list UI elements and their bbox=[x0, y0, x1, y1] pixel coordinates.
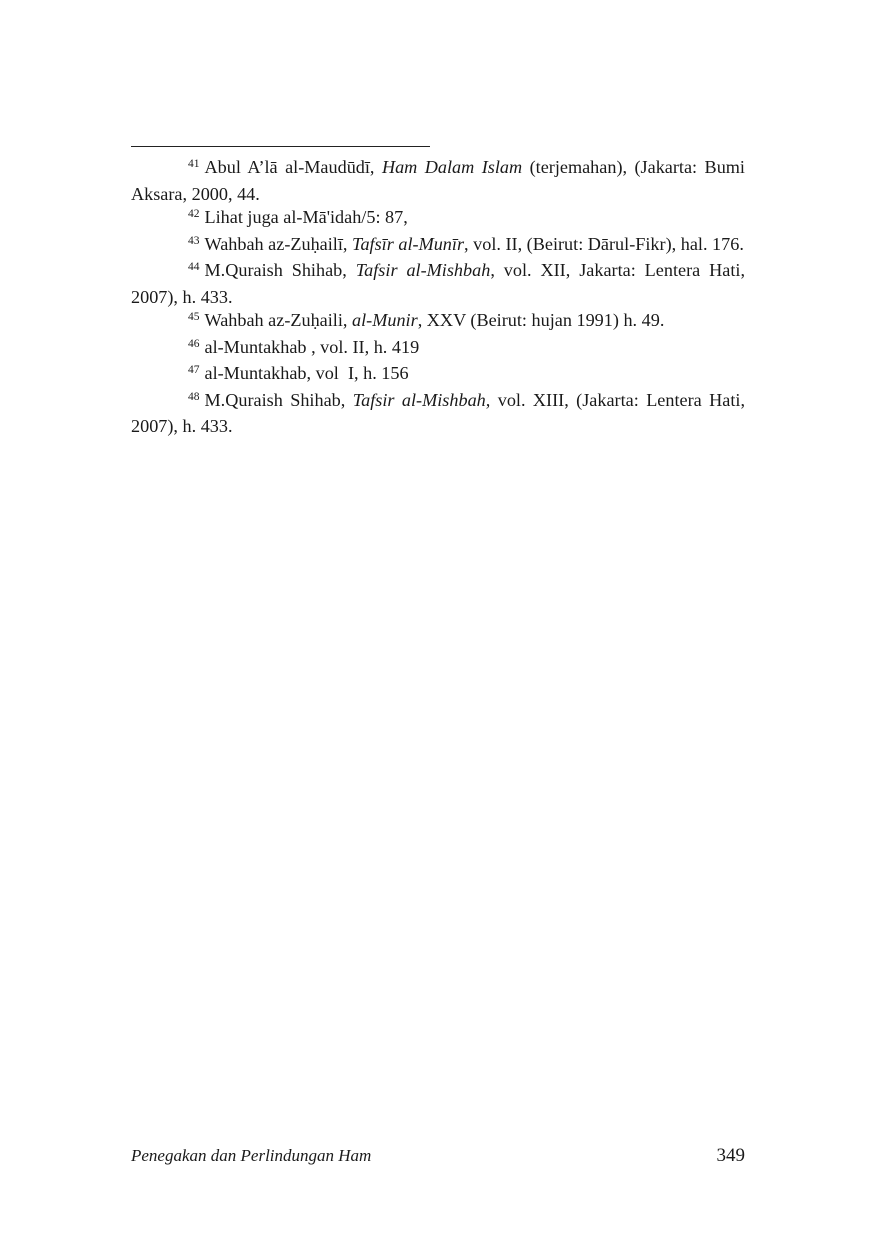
footnotes bbox=[131, 156, 745, 439]
footnote-44 bbox=[131, 259, 745, 309]
footnote-italic-title: Tafsir al-Mishbah, bbox=[352, 389, 491, 410]
footnote-45 bbox=[131, 309, 745, 336]
footnote-text-tail: , XXV (Beirut: hujan 1991) h. 49. bbox=[417, 310, 665, 330]
footnote-text: Wahbah az-Zuḥailī, bbox=[204, 233, 353, 254]
footnote-41 bbox=[131, 156, 745, 206]
footnote-text: Wahbah az-Zuḥaili, bbox=[204, 310, 353, 330]
footnote-47 bbox=[131, 362, 745, 389]
footnote-italic-title: Ham Dalam Islam bbox=[381, 157, 523, 177]
footnote-text-tail: (terjemahan), (Jakarta: Bumi Aksara, 2000, 44. bbox=[131, 157, 745, 204]
footnote-number: 48 bbox=[188, 390, 200, 403]
footnote-italic-title: al-Munir bbox=[352, 310, 418, 330]
footnote-48 bbox=[131, 389, 745, 439]
footnote-number: 41 bbox=[188, 158, 200, 170]
footnote-text: al-Muntakhab , vol. II, h. 419 bbox=[204, 336, 420, 357]
footnote-text: Lihat juga al-Mā'idah/5: 87, bbox=[204, 207, 408, 227]
footnote-number: 44 bbox=[188, 261, 200, 273]
footnote-text-tail: vol. XIII, (Jakarta: Lentera Hati, 2007), h. 433. bbox=[131, 389, 745, 436]
footnote-text: al-Muntakhab, vol I, h. 156 bbox=[204, 363, 409, 383]
footnote-number: 45 bbox=[188, 311, 200, 323]
footnote-separator bbox=[131, 146, 430, 147]
footnote-text-tail: , vol. XII, Jakarta: Lentera Hati, 2007), h. 433. bbox=[131, 260, 745, 307]
footnote-text: Abul A’lā al-Maudūdī, bbox=[204, 157, 382, 177]
footnote-italic-title: Tafsir al-Mishbah bbox=[355, 260, 491, 280]
footnote-text: M.Quraish Shihab, bbox=[204, 389, 353, 410]
footnote-42 bbox=[131, 206, 745, 233]
page-number: 349 bbox=[716, 1145, 745, 1166]
footnote-46 bbox=[131, 336, 745, 363]
running-footer-title: Penegakan dan Perlindungan Ham bbox=[131, 1146, 372, 1165]
footnote-italic-title: Tafsīr al-Munīr bbox=[352, 233, 465, 254]
footnote-number: 46 bbox=[188, 337, 200, 350]
footnote-number: 43 bbox=[188, 234, 200, 247]
footnote-text: M.Quraish Shihab, bbox=[204, 260, 356, 280]
footnote-text-tail: , vol. II, (Beirut: Dārul-Fikr), hal. 176. bbox=[464, 233, 744, 254]
footnote-43 bbox=[131, 233, 745, 260]
footnote-number: 42 bbox=[188, 208, 200, 220]
footnote-number: 47 bbox=[188, 364, 200, 376]
